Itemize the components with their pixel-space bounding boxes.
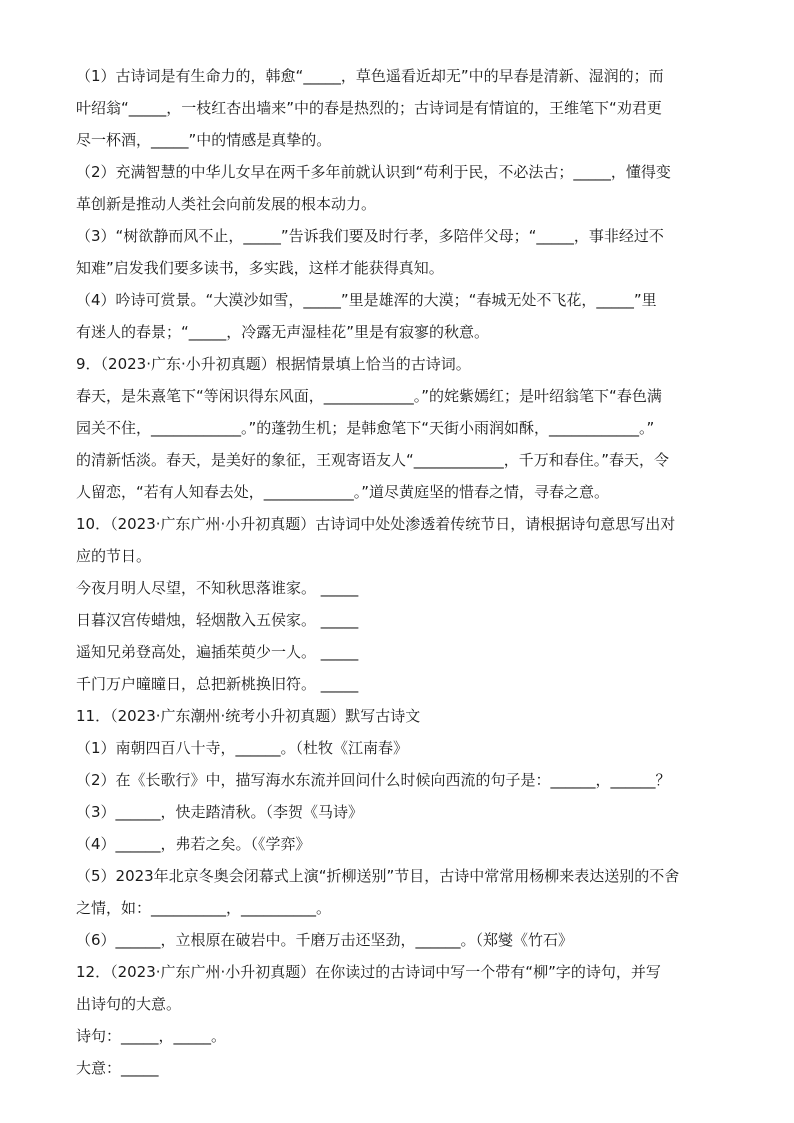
text-line: 应的节日。 [76, 547, 152, 565]
text-line: 园关不住，____________。”的蓬勃生机；是韩愈笔下“天街小雨润如酥，____________。” [76, 419, 655, 437]
text-line: （3）“树欲静而风不止，_____”告诉我们要及时行孝，多陪伴父母；“_____，事非经过不 [76, 227, 664, 245]
question-heading: 9．（2023·广东·小升初真题）根据情景填上恰当的古诗词。 [76, 355, 471, 373]
text-line: （3）______，快走踏清秋。（李贺《马诗》 [76, 803, 364, 821]
question-heading: 11．（2023·广东潮州·统考小升初真题）默写古诗文 [76, 707, 421, 725]
document-body [76, 60, 726, 1084]
text-line: （5）2023年北京冬奥会闭幕式上演“折柳送别”节目，古诗中常常用杨柳来表达送别的不舍 [76, 867, 680, 885]
text-line: 出诗句的大意。 [76, 995, 182, 1013]
text-line: 知难”启发我们要多读书，多实践，这样才能获得真知。 [76, 259, 444, 277]
text-line: 之情，如：__________，__________。 [76, 899, 332, 917]
text-line: （2）在《长歌行》中，描写海水东流并回问什么时候向西流的句子是：______，______？ [76, 771, 671, 789]
text-line: 日暮汉宫传蜡烛，轻烟散入五侯家。 _____ [76, 611, 359, 629]
question-heading: 10．（2023·广东广州·小升初真题）古诗词中处处渗透着传统节日，请根据诗句意思写出对 [76, 515, 676, 533]
text-line: 诗句：_____，_____。 [76, 1027, 227, 1045]
text-line: （4）______，弗若之矣。（《学弈》 [76, 835, 311, 853]
text-line: 革创新是推动人类社会向前发展的根本动力。 [76, 195, 377, 213]
text-line: 遥知兄弟登高处，遍插茱萸少一人。 _____ [76, 643, 359, 661]
text-line: （1）南朝四百八十寺，______。（杜牧《江南春》 [76, 739, 409, 757]
text-line: （2）充满智慧的中华儿女早在两千多年前就认识到“苟利于民，不必法古；_____，懂得变 [76, 163, 671, 181]
text-line: 千门万户曈曈日，总把新桃换旧符。 _____ [76, 675, 359, 693]
text-line: 有迷人的春景；“_____，冷露无声湿桂花”里是有寂寥的秋意。 [76, 323, 490, 341]
text-line: 叶绍翁“_____，一枝红杏出墙来”中的春是热烈的；古诗词是有情谊的，王维笔下“劝君更 [76, 99, 662, 117]
text-line: 尽一杯酒，_____”中的情感是真挚的。 [76, 131, 332, 149]
text-line: 春天，是朱熹笔下“等闲识得东风面，____________。”的姹紫嫣红；是叶绍翁笔下“春色满 [76, 387, 662, 405]
text-line: 人留恋，“若有人知春去处，____________。”道尽黄庭坚的惜春之情，寻春之意。 [76, 483, 610, 501]
text-line: 大意：_____ [76, 1059, 159, 1077]
text-line: （4）吟诗可赏景。“大漠沙如雪，_____”里是雄浑的大漠；“春城无处不飞花，_____”里 [76, 291, 657, 309]
text-line: （1）古诗词是有生命力的，韩愈“_____，草色遥看近却无”中的早春是清新、湿润的；而 [76, 67, 664, 85]
question-heading: 12．（2023·广东广州·小升初真题）在你读过的古诗词中写一个带有“柳”字的诗句，并写 [76, 963, 661, 981]
text-line: （6）______，立根原在破岩中。千磨万击还坚劲，______。（郑燮《竹石》 [76, 931, 574, 949]
text-line: 的清新恬淡。春天，是美好的象征，王观寄语友人“____________，千万和春住。”春天，令 [76, 451, 670, 469]
text-line: 今夜月明人尽望，不知秋思落谁家。 _____ [76, 579, 359, 597]
